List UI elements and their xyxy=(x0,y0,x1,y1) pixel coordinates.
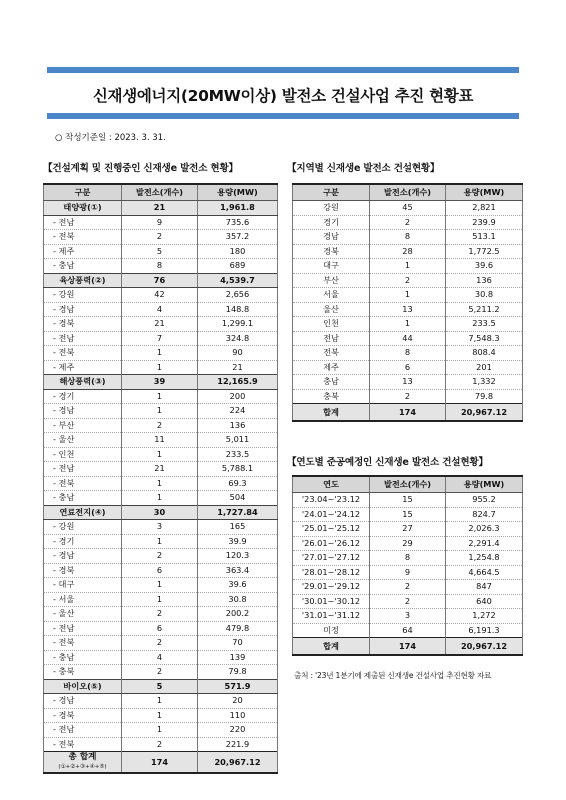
plant-count: 1 xyxy=(122,404,198,419)
capacity-mw: 139 xyxy=(198,650,278,665)
row-label: - 제주 xyxy=(44,360,122,375)
table-row xyxy=(293,536,523,551)
plant-count: 13 xyxy=(370,375,446,390)
row-label: - 충남 xyxy=(44,259,122,274)
capacity-mw: 110 xyxy=(198,708,278,723)
plant-count: 2 xyxy=(122,607,198,622)
plant-count: 1 xyxy=(122,447,198,462)
row-label: - 경기 xyxy=(44,389,122,404)
category-row xyxy=(44,679,278,694)
plant-count: 9 xyxy=(370,565,446,580)
plant-count: 2 xyxy=(122,665,198,680)
capacity-mw: 324.8 xyxy=(198,331,278,346)
capacity-mw: 39.9 xyxy=(198,534,278,549)
header-capacity: 용량(MW) xyxy=(446,476,523,493)
plant-count: 1 xyxy=(122,592,198,607)
row-label: '25.01~'25.12 xyxy=(293,522,370,537)
capacity-mw: 90 xyxy=(198,346,278,361)
row-label: 울산 xyxy=(293,302,370,317)
plant-count: 44 xyxy=(370,331,446,346)
capacity-mw: 5,788.1 xyxy=(198,462,278,477)
capacity-mw: 4,539.7 xyxy=(198,273,278,288)
table-row xyxy=(293,346,523,361)
plant-count: 1 xyxy=(122,389,198,404)
plant-count: 8 xyxy=(370,230,446,245)
table-row xyxy=(44,694,278,709)
total-label: 총 합계 (①+②+③+④+⑤) xyxy=(44,752,122,774)
row-label: - 전북 xyxy=(44,476,122,491)
plant-count: 4 xyxy=(122,650,198,665)
construction-status-table xyxy=(43,183,278,774)
row-label: - 경남 xyxy=(44,549,122,564)
table-row xyxy=(293,244,523,259)
row-label: 서울 xyxy=(293,288,370,303)
table-row xyxy=(44,563,278,578)
table-row xyxy=(44,230,278,245)
plant-count: 3 xyxy=(370,609,446,624)
table-row xyxy=(293,551,523,566)
total-label: 합계 xyxy=(293,638,370,656)
plant-count: 15 xyxy=(370,493,446,508)
row-label: 태양광(①) xyxy=(44,201,122,216)
row-label: 경남 xyxy=(293,230,370,245)
capacity-mw: 640 xyxy=(446,594,523,609)
capacity-mw: 79.8 xyxy=(198,665,278,680)
capacity-mw: 571.9 xyxy=(198,679,278,694)
table-row xyxy=(44,346,278,361)
capacity-mw: 39.6 xyxy=(198,578,278,593)
table-row xyxy=(293,623,523,638)
plant-count: 2 xyxy=(370,580,446,595)
row-label: - 전남 xyxy=(44,331,122,346)
category-row xyxy=(44,273,278,288)
plant-count: 11 xyxy=(122,433,198,448)
table-row xyxy=(44,462,278,477)
row-label: - 경북 xyxy=(44,563,122,578)
plant-count: 8 xyxy=(370,346,446,361)
top-accent-bar xyxy=(47,67,519,73)
category-row xyxy=(44,201,278,216)
plant-count: 13 xyxy=(370,302,446,317)
row-label: 부산 xyxy=(293,273,370,288)
plant-count: 2 xyxy=(122,636,198,651)
capacity-mw: 136 xyxy=(446,273,523,288)
plant-count: 2 xyxy=(122,418,198,433)
table-row xyxy=(293,594,523,609)
table-row xyxy=(293,201,523,216)
capacity-mw: 1,332 xyxy=(446,375,523,390)
regional-section-title: 【지역별 신재생e 발전소 건설현황】 xyxy=(287,163,440,174)
row-label: 경북 xyxy=(293,244,370,259)
capacity-mw: 2,656 xyxy=(198,288,278,303)
row-label: - 인천 xyxy=(44,447,122,462)
capacity-mw: 30.8 xyxy=(446,288,523,303)
capacity-mw: 233.5 xyxy=(198,447,278,462)
row-label: - 울산 xyxy=(44,433,122,448)
row-label: '29.01~'29.12 xyxy=(293,580,370,595)
table-row xyxy=(44,592,278,607)
capacity-mw: 200.2 xyxy=(198,607,278,622)
capacity-mw: 504 xyxy=(198,491,278,506)
table-row xyxy=(44,520,278,535)
table-row xyxy=(293,507,523,522)
regional-total-row xyxy=(293,404,523,422)
plant-count: 1 xyxy=(122,534,198,549)
plant-count: 15 xyxy=(370,507,446,522)
capacity-mw: 1,727.84 xyxy=(198,505,278,520)
plant-count: 30 xyxy=(122,505,198,520)
plant-count: 2 xyxy=(370,273,446,288)
plant-count: 1 xyxy=(122,491,198,506)
table-row xyxy=(293,389,523,404)
table-row xyxy=(44,737,278,752)
plant-count: 2 xyxy=(370,594,446,609)
plant-count: 1 xyxy=(122,694,198,709)
table-row xyxy=(44,636,278,651)
left-section-title: 【건설계획 및 진행중인 신재생e 발전소 현황】 xyxy=(43,163,238,174)
table-row xyxy=(293,360,523,375)
table-row xyxy=(293,317,523,332)
capacity-mw: 224 xyxy=(198,404,278,419)
table-row xyxy=(44,215,278,230)
capacity-mw: 148.8 xyxy=(198,302,278,317)
table-row xyxy=(44,578,278,593)
plant-count: 9 xyxy=(122,215,198,230)
row-label: - 전남 xyxy=(44,723,122,738)
capacity-mw: 363.4 xyxy=(198,563,278,578)
row-label: - 제주 xyxy=(44,244,122,259)
capacity-mw: 201 xyxy=(446,360,523,375)
plant-count: 5 xyxy=(122,679,198,694)
table-row xyxy=(293,215,523,230)
capacity-mw: 5,011 xyxy=(198,433,278,448)
table-row xyxy=(44,302,278,317)
table-row xyxy=(44,534,278,549)
header-capacity: 용량(MW) xyxy=(198,184,278,201)
category-row xyxy=(44,505,278,520)
row-label: - 경북 xyxy=(44,708,122,723)
row-label: - 전북 xyxy=(44,737,122,752)
plant-count: 64 xyxy=(370,623,446,638)
row-label: - 서울 xyxy=(44,592,122,607)
capacity-mw: 5,211.2 xyxy=(446,302,523,317)
row-label: 경기 xyxy=(293,215,370,230)
total-formula: (①+②+③+④+⑤) xyxy=(58,764,107,770)
plant-count: 28 xyxy=(370,244,446,259)
capacity-mw: 513.1 xyxy=(446,230,523,245)
row-label: - 울산 xyxy=(44,607,122,622)
capacity-mw: 808.4 xyxy=(446,346,523,361)
capacity-mw: 689 xyxy=(198,259,278,274)
capacity-mw: 79.8 xyxy=(446,389,523,404)
table-row xyxy=(44,708,278,723)
table-row xyxy=(44,404,278,419)
total-label: 합계 xyxy=(293,404,370,422)
row-label: '23.04~'23.12 xyxy=(293,493,370,508)
row-label: 연료전지(④) xyxy=(44,505,122,520)
row-label: - 경북 xyxy=(44,317,122,332)
table-row xyxy=(44,288,278,303)
table-row xyxy=(44,723,278,738)
row-label: - 경남 xyxy=(44,302,122,317)
total-count: 174 xyxy=(370,404,446,422)
page-title: 신재생에너지(20MW이상) 발전소 건설사업 추진 현황표 xyxy=(92,87,474,105)
capacity-mw: 20 xyxy=(198,694,278,709)
plant-count: 45 xyxy=(370,201,446,216)
capacity-mw: 12,165.9 xyxy=(198,375,278,390)
table-row xyxy=(44,607,278,622)
capacity-mw: 30.8 xyxy=(198,592,278,607)
row-label: '30.01~'30.12 xyxy=(293,594,370,609)
plant-count: 1 xyxy=(370,259,446,274)
row-label: 인천 xyxy=(293,317,370,332)
total-capacity: 20,967.12 xyxy=(446,638,523,656)
plant-count: 1 xyxy=(122,708,198,723)
row-label: - 대구 xyxy=(44,578,122,593)
plant-count: 7 xyxy=(122,331,198,346)
capacity-mw: 70 xyxy=(198,636,278,651)
header-capacity: 용량(MW) xyxy=(446,184,523,201)
plant-count: 1 xyxy=(122,476,198,491)
table-row xyxy=(293,259,523,274)
capacity-mw: 1,299.1 xyxy=(198,317,278,332)
source-note: 출처 : '23년 1분기에 제출된 신재생e 건설사업 추진현황 자료 xyxy=(294,671,492,680)
row-label: - 경남 xyxy=(44,404,122,419)
table-row xyxy=(293,230,523,245)
plant-count: 39 xyxy=(122,375,198,390)
capacity-mw: 1,254.8 xyxy=(446,551,523,566)
plant-count: 21 xyxy=(122,201,198,216)
total-count: 174 xyxy=(370,638,446,656)
yearly-section-title: 【연도별 준공예정인 신재생e 발전소 건설현황】 xyxy=(287,457,488,468)
row-label: - 경기 xyxy=(44,534,122,549)
total-count: 174 xyxy=(122,752,198,774)
row-label: '31.01~'31.12 xyxy=(293,609,370,624)
capacity-mw: 357.2 xyxy=(198,230,278,245)
table-row xyxy=(293,302,523,317)
row-label: 바이오(⑤) xyxy=(44,679,122,694)
header-count: 발전소(개수) xyxy=(122,184,198,201)
capacity-mw: 1,772.5 xyxy=(446,244,523,259)
table-row xyxy=(44,433,278,448)
plant-count: 1 xyxy=(122,578,198,593)
capacity-mw: 69.3 xyxy=(198,476,278,491)
plant-count: 2 xyxy=(122,737,198,752)
table-row xyxy=(44,491,278,506)
capacity-mw: 847 xyxy=(446,580,523,595)
row-label: 대구 xyxy=(293,259,370,274)
row-label: 강원 xyxy=(293,201,370,216)
table-row xyxy=(293,331,523,346)
row-label: 제주 xyxy=(293,360,370,375)
yearly-completion-table xyxy=(292,475,523,656)
row-label: - 충남 xyxy=(44,650,122,665)
total-capacity: 20,967.12 xyxy=(198,752,278,774)
capacity-mw: 479.8 xyxy=(198,621,278,636)
plant-count: 2 xyxy=(370,389,446,404)
row-label: - 전북 xyxy=(44,636,122,651)
table-row xyxy=(44,244,278,259)
capacity-mw: 220 xyxy=(198,723,278,738)
row-label: - 전북 xyxy=(44,346,122,361)
table-row xyxy=(44,476,278,491)
row-label: '27.01~'27.12 xyxy=(293,551,370,566)
capacity-mw: 239.9 xyxy=(446,215,523,230)
row-label: 전북 xyxy=(293,346,370,361)
row-label: 육상풍력(②) xyxy=(44,273,122,288)
table-row xyxy=(293,580,523,595)
plant-count: 1 xyxy=(122,346,198,361)
capacity-mw: 6,191.3 xyxy=(446,623,523,638)
header-region: 구분 xyxy=(293,184,370,201)
plant-count: 8 xyxy=(370,551,446,566)
row-label: - 전남 xyxy=(44,215,122,230)
capacity-mw: 200 xyxy=(198,389,278,404)
capacity-mw: 1,961.8 xyxy=(198,201,278,216)
plant-count: 6 xyxy=(122,563,198,578)
capacity-mw: 165 xyxy=(198,520,278,535)
table-row xyxy=(293,522,523,537)
row-label: 충북 xyxy=(293,389,370,404)
table-row xyxy=(44,447,278,462)
row-label: 해상풍력(③) xyxy=(44,375,122,390)
plant-count: 6 xyxy=(370,360,446,375)
plant-count: 21 xyxy=(122,317,198,332)
capacity-mw: 1,272 xyxy=(446,609,523,624)
row-label: '26.01~'26.12 xyxy=(293,536,370,551)
capacity-mw: 21 xyxy=(198,360,278,375)
table-row xyxy=(293,609,523,624)
capacity-mw: 4,664.5 xyxy=(446,565,523,580)
capacity-mw: 221.9 xyxy=(198,737,278,752)
row-label: 전남 xyxy=(293,331,370,346)
plant-count: 1 xyxy=(370,288,446,303)
capacity-mw: 2,821 xyxy=(446,201,523,216)
header-count: 발전소(개수) xyxy=(370,184,446,201)
capacity-mw: 233.5 xyxy=(446,317,523,332)
row-label: '28.01~'28.12 xyxy=(293,565,370,580)
table-row xyxy=(44,665,278,680)
plant-count: 8 xyxy=(122,259,198,274)
category-row xyxy=(44,375,278,390)
capacity-mw: 2,291.4 xyxy=(446,536,523,551)
plant-count: 42 xyxy=(122,288,198,303)
capacity-mw: 955.2 xyxy=(446,493,523,508)
capacity-mw: 824.7 xyxy=(446,507,523,522)
capacity-mw: 180 xyxy=(198,244,278,259)
table-row xyxy=(44,549,278,564)
row-label: - 강원 xyxy=(44,520,122,535)
capacity-mw: 136 xyxy=(198,418,278,433)
plant-count: 3 xyxy=(122,520,198,535)
regional-status-table xyxy=(292,183,523,422)
plant-count: 5 xyxy=(122,244,198,259)
table-row xyxy=(293,288,523,303)
plant-count: 2 xyxy=(370,215,446,230)
table-row xyxy=(293,565,523,580)
grand-total-row xyxy=(44,752,278,774)
table-row xyxy=(44,317,278,332)
plant-count: 6 xyxy=(122,621,198,636)
capacity-mw: 7,548.3 xyxy=(446,331,523,346)
plant-count: 4 xyxy=(122,302,198,317)
yearly-total-row xyxy=(293,638,523,656)
table-row xyxy=(293,375,523,390)
plant-count: 2 xyxy=(122,549,198,564)
capacity-mw: 120.3 xyxy=(198,549,278,564)
row-label: '24.01~'24.12 xyxy=(293,507,370,522)
row-label: - 전남 xyxy=(44,621,122,636)
row-label: - 충북 xyxy=(44,665,122,680)
capacity-mw: 39.6 xyxy=(446,259,523,274)
reference-date: ○ 작성기준일 : 2023. 3. 31. xyxy=(55,133,166,143)
table-row xyxy=(44,331,278,346)
table-row xyxy=(44,360,278,375)
row-label: - 경남 xyxy=(44,694,122,709)
capacity-mw: 735.6 xyxy=(198,215,278,230)
header-count: 발전소(개수) xyxy=(370,476,446,493)
plant-count: 21 xyxy=(122,462,198,477)
table-row xyxy=(44,650,278,665)
row-label: - 전남 xyxy=(44,462,122,477)
total-capacity: 20,967.12 xyxy=(446,404,523,422)
plant-count: 29 xyxy=(370,536,446,551)
row-label: - 강원 xyxy=(44,288,122,303)
table-row xyxy=(44,621,278,636)
header-year: 연도 xyxy=(293,476,370,493)
table-row xyxy=(293,273,523,288)
row-label: - 전북 xyxy=(44,230,122,245)
plant-count: 27 xyxy=(370,522,446,537)
row-label: 미정 xyxy=(293,623,370,638)
row-label: - 부산 xyxy=(44,418,122,433)
row-label: - 충남 xyxy=(44,491,122,506)
table-row xyxy=(44,259,278,274)
capacity-mw: 2,026.3 xyxy=(446,522,523,537)
table-row xyxy=(44,418,278,433)
header-category: 구분 xyxy=(44,184,122,201)
row-label: 충남 xyxy=(293,375,370,390)
plant-count: 1 xyxy=(122,723,198,738)
table-row xyxy=(44,389,278,404)
plant-count: 76 xyxy=(122,273,198,288)
title-underline-bar xyxy=(47,113,519,119)
plant-count: 2 xyxy=(122,230,198,245)
plant-count: 1 xyxy=(122,360,198,375)
plant-count: 1 xyxy=(370,317,446,332)
table-row xyxy=(293,493,523,508)
